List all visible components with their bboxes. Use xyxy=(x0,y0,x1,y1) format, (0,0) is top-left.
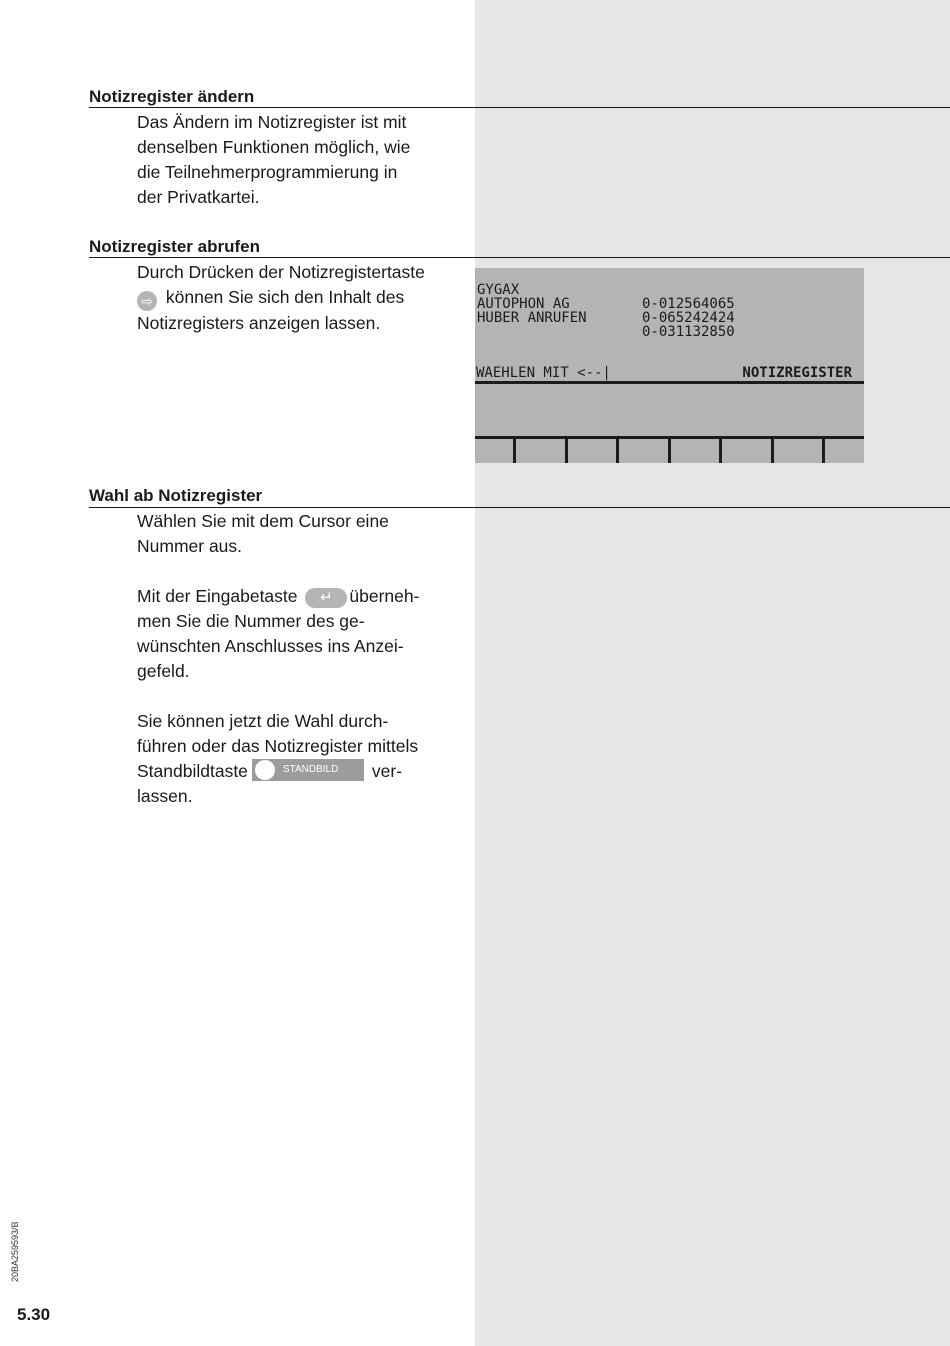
enter-key-icon: ↵ xyxy=(305,588,347,608)
text-line: Wählen Sie mit dem Cursor eine xyxy=(137,511,389,531)
text-line: der Privatkartei. xyxy=(137,187,260,207)
text-fragment: Mit der Eingabetaste xyxy=(137,586,298,606)
text-line: Das Ändern im Notizregister ist mit xyxy=(137,112,407,132)
lcd-display xyxy=(475,268,864,463)
text-fragment: Standbildtaste xyxy=(137,761,248,781)
text-fragment: ver- xyxy=(371,761,403,781)
section-divider xyxy=(89,507,950,508)
entry-name: AUTOPHON AG xyxy=(477,296,570,312)
softkey-divider xyxy=(822,439,825,463)
paragraph-notizregister-aendern xyxy=(137,110,457,210)
section-divider xyxy=(89,257,950,258)
text-line xyxy=(137,285,472,311)
blank-line xyxy=(137,559,467,584)
text-line: denselben Funktionen möglich, wie xyxy=(137,137,411,157)
text-line: gefeld. xyxy=(137,661,190,681)
softkey-bar xyxy=(475,439,864,463)
text-fragment: überneh- xyxy=(349,586,420,606)
page-number: 5.30 xyxy=(17,1305,51,1324)
text-line: wünschten Anschlusses ins Anzei- xyxy=(137,636,404,656)
entry-number: 0-031132850 xyxy=(642,324,735,340)
section-divider xyxy=(89,107,950,108)
paragraph-notizregister-abrufen xyxy=(137,260,472,336)
softkey-divider xyxy=(668,439,671,463)
text-line: men Sie die Nummer des ge- xyxy=(137,611,365,631)
entry-number: 0-012564065 xyxy=(642,296,735,312)
grey-margin-column xyxy=(475,0,950,1346)
softkey-divider xyxy=(719,439,722,463)
text-line: Nummer aus. xyxy=(137,536,243,556)
text-line: lassen. xyxy=(137,786,193,806)
section-title-notizregister-aendern: Notizregister ändern xyxy=(89,87,255,106)
text-line: Durch Drücken der Notizregistertaste xyxy=(137,262,425,282)
text-line xyxy=(137,584,467,609)
standbild-key-dot xyxy=(255,760,275,780)
standbild-key-icon xyxy=(252,759,364,781)
softkey-divider xyxy=(513,439,516,463)
document-code: 20BA259593/B xyxy=(10,1221,20,1282)
display-divider xyxy=(475,381,864,384)
notizregister-key-icon: ⇨ xyxy=(137,291,157,311)
section-title-wahl-ab-notizregister: Wahl ab Notizregister xyxy=(89,486,263,505)
entry-name: HUBER ANRUFEN xyxy=(477,310,587,326)
softkey-divider xyxy=(771,439,774,463)
paragraph-wahl-ab-notizregister xyxy=(137,509,467,809)
entry-name: GYGAX xyxy=(477,282,520,298)
entry-number: 0-065242424 xyxy=(642,310,735,326)
text-fragment: können Sie sich den Inhalt des xyxy=(165,287,405,307)
display-status-text: WAEHLEN MIT <--| xyxy=(476,365,611,381)
display-title: NOTIZREGISTER xyxy=(742,365,852,381)
text-line xyxy=(137,759,467,784)
text-line: Notizregisters anzeigen lassen. xyxy=(137,313,381,333)
text-line: Sie können jetzt die Wahl durch- xyxy=(137,711,389,731)
section-title-notizregister-abrufen: Notizregister abrufen xyxy=(89,237,260,256)
blank-line xyxy=(137,684,467,709)
softkey-divider xyxy=(616,439,619,463)
text-line: führen oder das Notizregister mittels xyxy=(137,736,419,756)
softkey-divider xyxy=(565,439,568,463)
text-line: die Teilnehmerprogrammierung in xyxy=(137,162,398,182)
standbild-key-label: STANDBILD xyxy=(282,764,339,775)
